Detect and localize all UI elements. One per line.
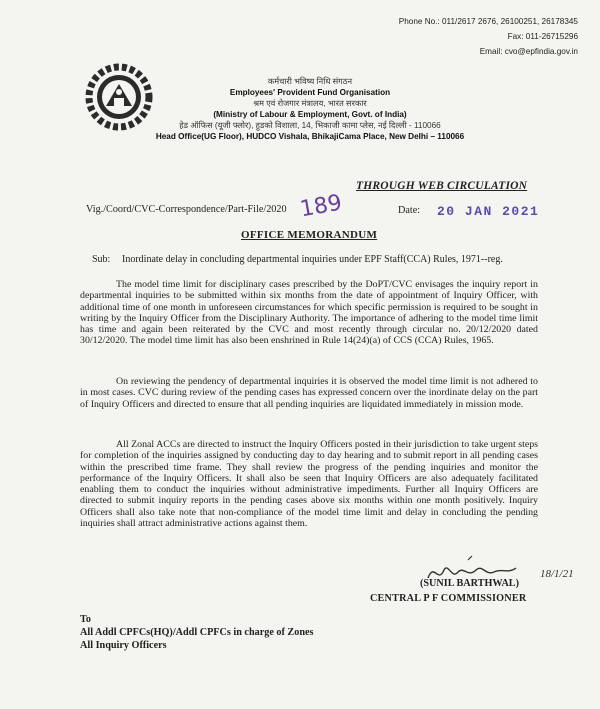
subject-line <box>92 254 503 265</box>
to-label: To <box>80 614 91 625</box>
contact-block <box>399 14 578 59</box>
memo-title: OFFICE MEMORANDUM <box>241 229 378 241</box>
paragraph-1: The model time limit for disciplinary cases prescribed by the DoPT/CVC envisages the inquiry report in departmental inquiries to be submitted within six months from the date of appointment of Inquiry Officer, with additional time of one month in unforeseen circumstances for which specific permission is required to be sought in writing by the Inquiry Officer from the Disciplinary Authority. The importance of adhering to the model time limit has time and again been reiterated by the CVC and most recently through circular no. 20/12/2020 dated 30/12/2020. The model time limit has also been enshrined in Rule 14(24)(a) of CCS (CCA) Rules, 1965. <box>80 279 538 347</box>
paragraph-2: On reviewing the pendency of departmental inquiries it is observed the model time limit is not adhered to in most cases. CVC during review of the pending cases has expressed concern over the inordinate delay on the part of Inquiry Officers and directed to ensure that all pending inquiries are liquidated immediately in mission mode. <box>80 376 538 410</box>
email-line: Email: cvo@epfindia.gov.in <box>479 47 578 56</box>
org-name-english: Employees' Provident Fund Organisation <box>229 88 391 97</box>
addressee-line: All Addl CPFCs(HQ)/Addl CPFCs in charge of Zones <box>80 627 314 638</box>
signatory-designation: CENTRAL P F COMMISSIONER <box>370 593 527 604</box>
signatory-name: (SUNIL BARTHWAL) <box>420 578 519 589</box>
org-header <box>140 76 480 142</box>
address-hindi: हेड ऑफिस (यूजी फ्लोर), हुडको विशाला, 14, भिकाजी कामा प्लेस, नई दिल्ली - 110066 <box>179 121 441 130</box>
org-name-hindi: कर्मचारी भविष्य निधि संगठन <box>267 77 353 86</box>
addressee-block <box>80 613 313 652</box>
ministry-english: (Ministry of Labour & Employment, Govt. of India) <box>213 110 407 119</box>
date-label: Date: <box>398 205 421 216</box>
paragraph-3: All Zonal ACCs are directed to instruct the Inquiry Officers posted in their jurisdiction to take urgent steps for completion of the inquiries assigned by conducting day to day hearing and to submit report in all pending cases within the prescribed time frame. They shall review the progress of the pending inquiries and monitor the performance of the Inquiry Officers. It shall also be seen that Inquiry Officers are also adequately facilitated enabling them to conduct the inquiries without administrative impediments. Further all Inquiry Officers are directed to submit inquiry reports in the pending cases above six months within one month positively. Inquiry Officers shall also take note that non-compliance of the model time limit and delay in concluding the pending inquiries shall attract administrative actions against them. <box>80 439 538 530</box>
subject-label: Sub: <box>92 254 111 265</box>
phone-line: Phone No.: 011/2617 2676, 26100251, 26178345 <box>398 17 578 26</box>
subject-text: Inordinate delay in concluding departmental inquiries under EPF Staff(CCA) Rules, 1971--reg. <box>122 254 503 265</box>
signature-date: 18/1/21 <box>540 568 574 580</box>
date-stamp: 20 JAN 2021 <box>437 204 540 219</box>
fax-line: Fax: 011-26715296 <box>507 32 578 41</box>
ministry-hindi: श्रम एवं रोजगार मंत्रालय, भारत सरकार <box>253 99 367 108</box>
address-english: Head Office(UG Floor), HUDCO Vishala, BhikajiCama Place, New Delhi – 110066 <box>155 132 465 141</box>
reference-handwritten-number: 189 <box>298 190 344 223</box>
reference-number: Vig./Coord/CVC-Correspondence/Part-File/2020 <box>86 204 287 215</box>
circulation-heading: THROUGH WEB CIRCULATION <box>356 180 528 192</box>
addressee-line: All Inquiry Officers <box>80 640 167 651</box>
